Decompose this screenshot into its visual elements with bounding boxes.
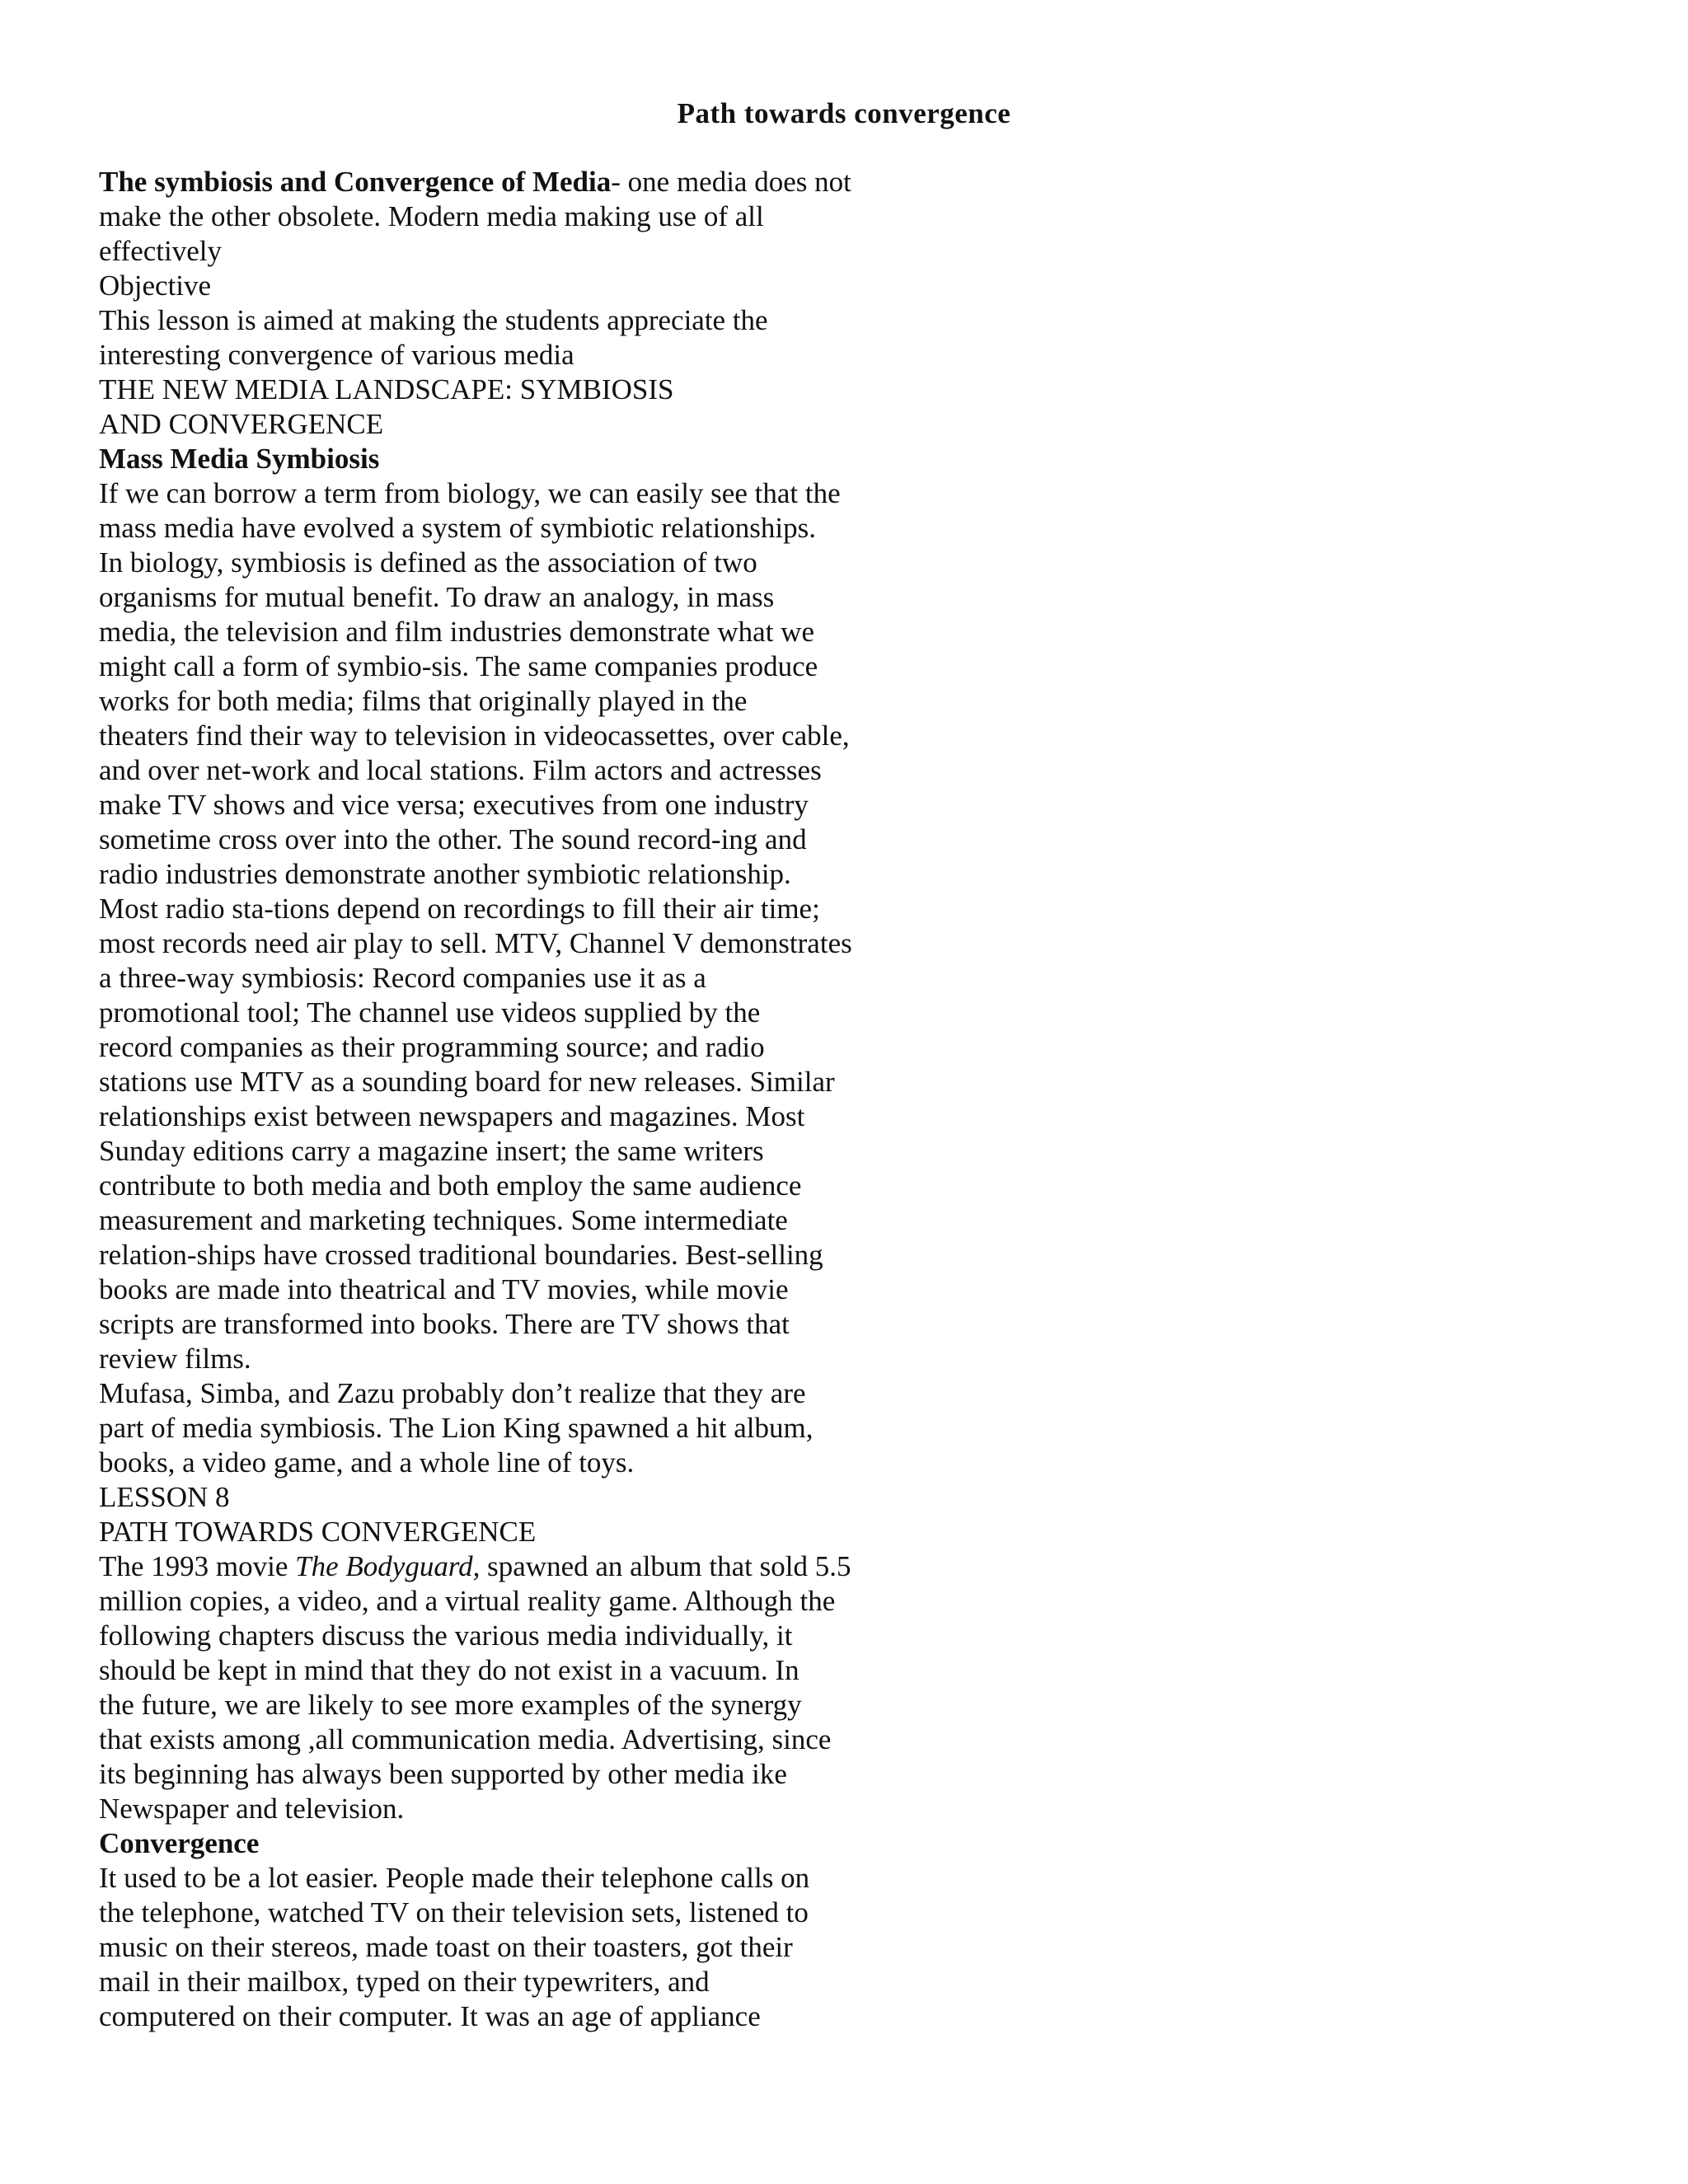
document-body [99, 165, 923, 2034]
text-line: theaters find their way to television in videocassettes, over cable, [99, 719, 850, 752]
text-line: record companies as their programming source; and radio [99, 1031, 765, 1063]
bodyguard-pre: The 1993 movie [99, 1550, 296, 1582]
text-line: computered on their computer. It was an age of appliance [99, 2000, 761, 2032]
text-line: scripts are transformed into books. There are TV shows that [99, 1308, 790, 1340]
text-line: Most radio sta-tions depend on recordings to fill their air time; [99, 893, 820, 925]
text-line: sometime cross over into the other. The sound record-ing and [99, 823, 807, 855]
text-line: measurement and marketing techniques. Some intermediate [99, 1204, 788, 1236]
text-line: stations use MTV as a sounding board for new releases. Similar [99, 1066, 835, 1098]
text-line: make the other obsolete. Modern media making use of all [99, 200, 764, 232]
text-line: most records need air play to sell. MTV, Channel V demonstrates [99, 927, 852, 959]
text-line: It used to be a lot easier. People made their telephone calls on [99, 1862, 810, 1894]
text-line: mass media have evolved a system of symbiotic relationships. [99, 512, 816, 544]
intro-lead-line [99, 165, 923, 199]
text-line: following chapters discuss the various media individually, it [99, 1619, 793, 1652]
text-line: that exists among ,all communication media. Advertising, since [99, 1723, 832, 1755]
text-line: its beginning has always been supported by other media ike [99, 1758, 787, 1790]
lesson-label: LESSON 8 [99, 1481, 230, 1513]
convergence-heading: Convergence [99, 1827, 260, 1859]
section-caps-heading: AND CONVERGENCE [99, 408, 384, 440]
text-line: the future, we are likely to see more examples of the synergy [99, 1689, 802, 1721]
text-line: If we can borrow a term from biology, we can easily see that the [99, 477, 841, 509]
text-line: music on their stereos, made toast on their toasters, got their [99, 1931, 793, 1963]
text-line: books, a video game, and a whole line of toys. [99, 1446, 635, 1479]
text-line: This lesson is aimed at making the students appreciate the [99, 304, 768, 336]
text-line: Mufasa, Simba, and Zazu probably don’t realize that they are [99, 1377, 806, 1409]
page-title: Path towards convergence [677, 97, 1011, 129]
text-line: mail in their mailbox, typed on their typewriters, and [99, 1966, 710, 1998]
text-line: relation-ships have crossed traditional boundaries. Best-selling [99, 1239, 823, 1271]
text-line: Newspaper and television. [99, 1793, 405, 1825]
text-line: million copies, a video, and a virtual reality game. Although the [99, 1585, 836, 1617]
objective-label: Objective [99, 269, 212, 302]
text-line: works for both media; films that originally played in the [99, 685, 748, 717]
text-line: the telephone, watched TV on their television sets, listened to [99, 1896, 809, 1929]
text-line: promotional tool; The channel use videos supplied by the [99, 996, 761, 1029]
text-line: interesting convergence of various media [99, 339, 574, 371]
text-line: should be kept in mind that they do not exist in a vacuum. In [99, 1654, 799, 1686]
text-line: make TV shows and vice versa; executives from one industry [99, 789, 809, 821]
bodyguard-first-line [99, 1549, 923, 1584]
text-line: review films. [99, 1343, 251, 1375]
text-line: part of media symbiosis. The Lion King spawned a hit album, [99, 1412, 814, 1444]
text-line: relationships exist between newspapers and magazines. Most [99, 1100, 805, 1132]
lesson-title: PATH TOWARDS CONVERGENCE [99, 1516, 537, 1548]
text-line: Sunday editions carry a magazine insert; the same writers [99, 1135, 764, 1167]
intro-lead-bold: The symbiosis and Convergence of Media [99, 166, 612, 198]
text-line: contribute to both media and both employ the same audience [99, 1169, 802, 1202]
text-line: a three-way symbiosis: Record companies use it as a [99, 962, 706, 994]
symbiosis-heading: Mass Media Symbiosis [99, 443, 380, 475]
text-line: books are made into theatrical and TV movies, while movie [99, 1273, 789, 1305]
bodyguard-post: spawned an album that sold 5.5 [480, 1550, 851, 1582]
text-line: effectively [99, 235, 222, 267]
text-line: and over net-work and local stations. Film actors and actresses [99, 754, 822, 786]
text-line: organisms for mutual benefit. To draw an analogy, in mass [99, 581, 775, 613]
intro-lead-rest: - one media does not [611, 166, 851, 198]
text-line: In biology, symbiosis is defined as the association of two [99, 546, 757, 579]
text-line: might call a form of symbio-sis. The same companies produce [99, 650, 818, 682]
text-line: radio industries demonstrate another symbiotic relationship. [99, 858, 791, 890]
text-line: media, the television and film industries demonstrate what we [99, 616, 814, 648]
section-caps-heading: THE NEW MEDIA LANDSCAPE: SYMBIOSIS [99, 373, 674, 405]
bodyguard-film-title: The Bodyguard, [295, 1550, 481, 1582]
